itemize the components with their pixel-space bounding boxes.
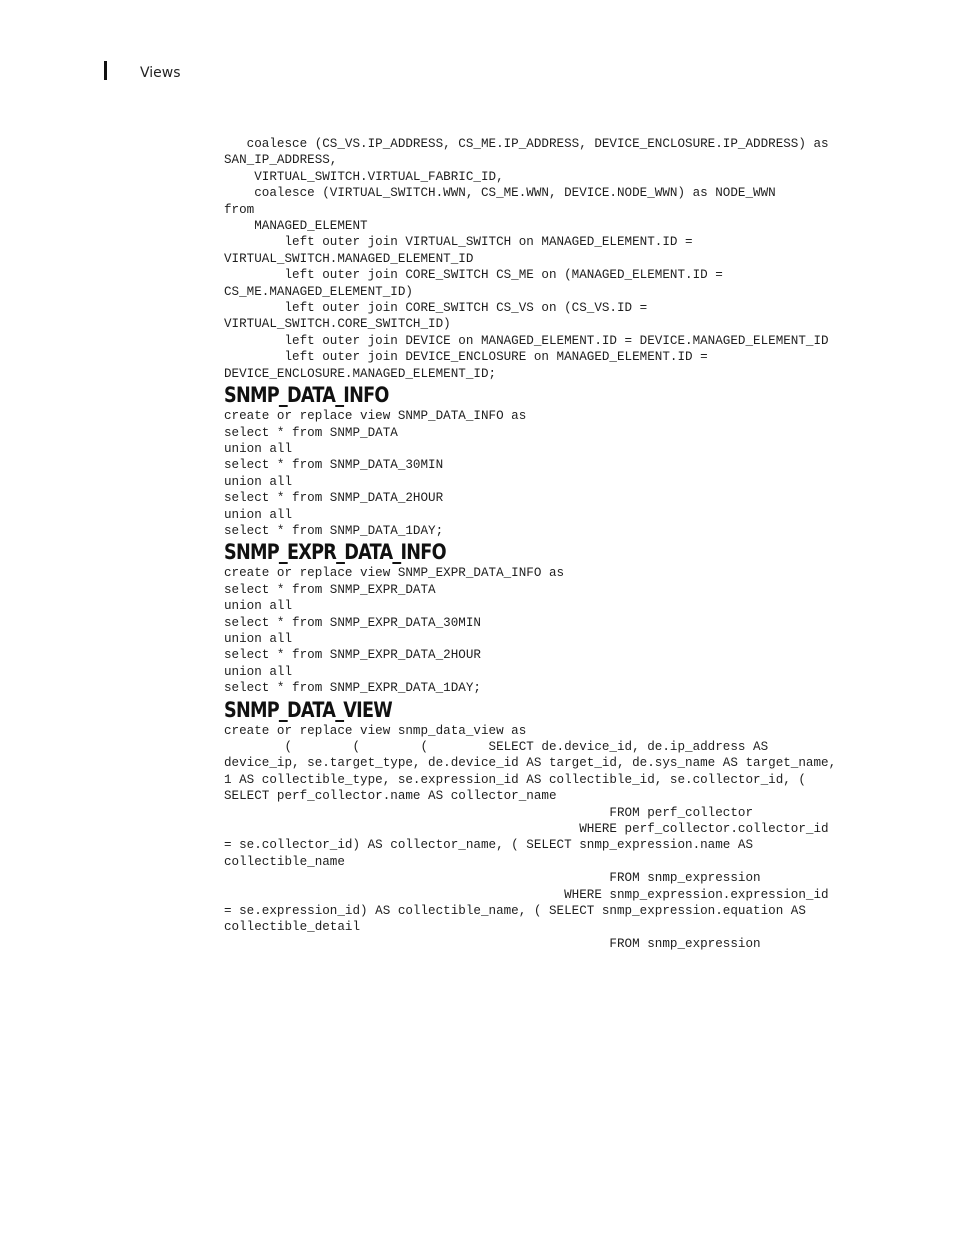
- code-block-snmp-data-info: create or replace view SNMP_DATA_INFO as select * from SNMP_DATA union all select * from SNMP_DATA_30MIN union all select * from SNMP_DATA_2HOUR union all select * from SNMP_DATA_1DAY;: [224, 409, 527, 538]
- section-heading-snmp-expr-data-info: SNMP_EXPR_DATA_INFO: [224, 540, 446, 565]
- header-rule: [104, 61, 107, 80]
- running-header-label: Views: [140, 65, 181, 81]
- code-block-snmp-expr-data-info: create or replace view SNMP_EXPR_DATA_INFO as select * from SNMP_EXPR_DATA union all select * from SNMP_EXPR_DATA_30MIN union all select * from SNMP_EXPR_DATA_2HOUR union all select * from SNMP_EXPR_DATA_1DAY;: [224, 566, 565, 696]
- page-content: [224, 136, 874, 952]
- code-block-intro: coalesce (CS_VS.IP_ADDRESS, CS_ME.IP_ADDRESS, DEVICE_ENCLOSURE.IP_ADDRESS) as SAN_IP_ADDRESS, VIRTUAL_SWITCH.VIRTUAL_FABRIC_ID, coalesce (VIRTUAL_SWITCH.WWN, CS_ME.WWN, DEVICE.NODE_WWN) as NODE_WWN from MANAGED_ELEMENT left outer join VIRTUAL_SWITCH on MANAGED_ELEMENT.ID = VIRTUAL_SWITCH.MANAGED_ELEMENT_ID left outer join CORE_SWITCH CS_ME on (MANAGED_ELEMENT.ID = CS_ME.MANAGED_ELEMENT_ID) left outer join CORE_SWITCH CS_VS on (CS_VS.ID = VIRTUAL_SWITCH.CORE_SWITCH_ID) left outer join DEVICE on MANAGED_ELEMENT.ID = DEVICE.MANAGED_ELEMENT_ID left outer join DEVICE_ENCLOSURE on MANAGED_ELEMENT.ID = DEVICE_ENCLOSURE.MANAGED_ELEMENT_ID;: [224, 137, 829, 381]
- code-block-snmp-data-view: create or replace view snmp_data_view as ( ( ( SELECT de.device_id, de.ip_address AS device_ip, se.target_type, de.device_id AS target_id, de.sys_name AS target_name, 1 AS collectible_type, se.expression_id AS collectible_id, se.collector_id, ( SELECT perf_collector.name AS collector_name FROM perf_collector WHERE perf_collector.collector_id = se.collector_id) AS collector_name, ( SELECT snmp_expression.name AS collectible_name FROM snmp_expression WHERE snmp_expression.expression_id = se.expression_id) AS collectible_name, ( SELECT snmp_expression.equation AS collectible_detail FROM snmp_expression: [224, 723, 837, 951]
- section-heading-snmp-data-info: SNMP_DATA_INFO: [224, 383, 389, 408]
- section-heading-snmp-data-view: SNMP_DATA_VIEW: [224, 697, 392, 722]
